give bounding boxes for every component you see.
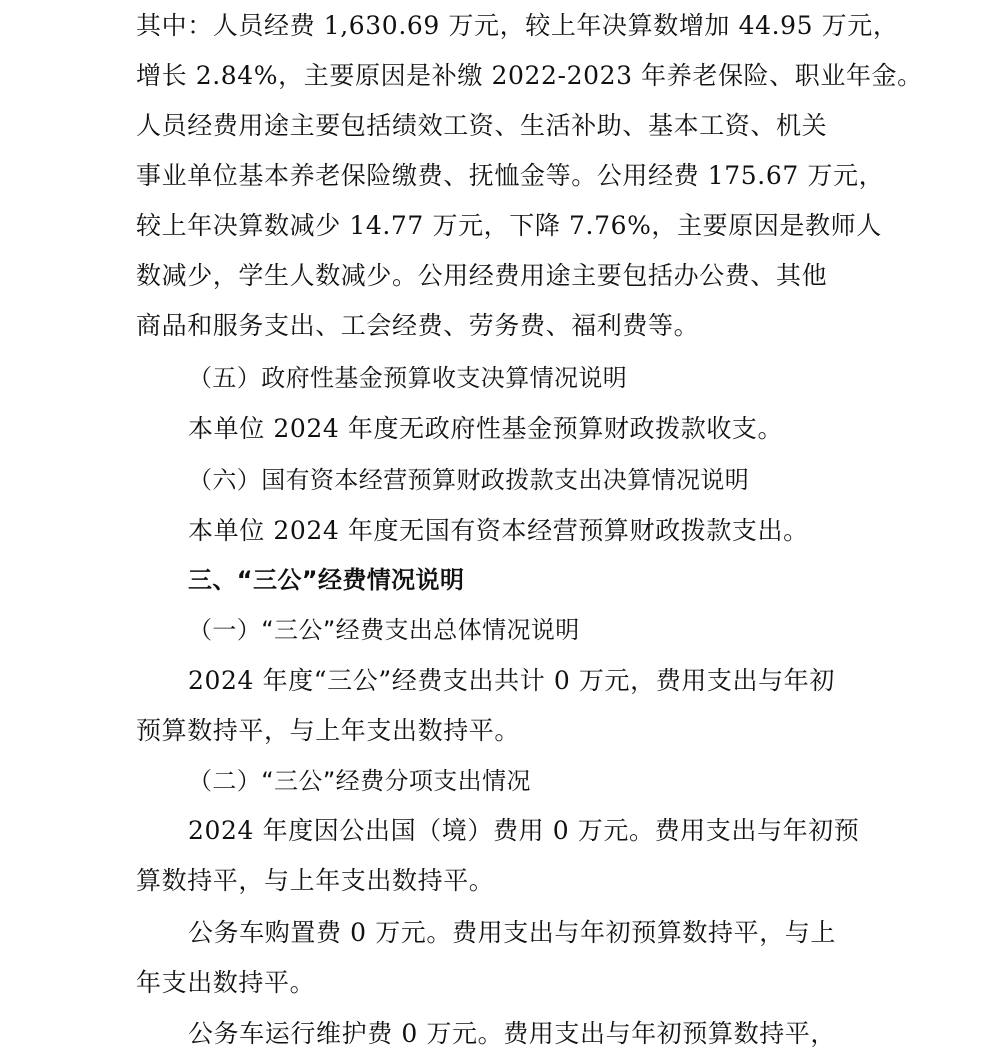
paragraph-line: 增长 2.84%，主要原因是补缴 2022-2023 年养老保险、职业年金。	[136, 61, 923, 90]
chapter-heading-3: 三、“三公”经费情况说明	[188, 566, 465, 594]
paragraph-line: 年支出数持平。	[136, 968, 316, 997]
paragraph-line: 商品和服务支出、工会经费、劳务费、福利费等。	[136, 311, 700, 340]
paragraph-line: 算数持平，与上年支出数持平。	[136, 866, 495, 895]
paragraph-line: 人员经费用途主要包括绩效工资、生活补助、基本工资、机关	[136, 111, 828, 140]
paragraph-line: 数减少，学生人数减少。公用经费用途主要包括办公费、其他	[136, 261, 828, 290]
paragraph-line: 事业单位基本养老保险缴费、抚恤金等。公用经费 175.67 万元，	[136, 161, 885, 190]
section-heading-6: （六）国有资本经营预算财政拨款支出决算情况说明	[188, 466, 750, 494]
paragraph-line: 2024 年度因公出国（境）费用 0 万元。费用支出与年初预	[188, 816, 860, 845]
paragraph-line: 其中：人员经费 1,630.69 万元，较上年决算数增加 44.95 万元，	[136, 11, 899, 40]
section-heading-5: （五）政府性基金预算收支决算情况说明	[188, 364, 628, 392]
paragraph-line: 2024 年度“三公”经费支出共计 0 万元，费用支出与年初	[188, 666, 835, 695]
section-heading-2: （二）“三公”经费分项支出情况	[188, 767, 531, 795]
paragraph-line: 公务车购置费 0 万元。费用支出与年初预算数持平，与上	[188, 918, 837, 947]
paragraph-line: 本单位 2024 年度无国有资本经营预算财政拨款支出。	[188, 516, 809, 545]
paragraph-line: 公务车运行维护费 0 万元。费用支出与年初预算数持平，	[188, 1019, 837, 1048]
paragraph-line: 本单位 2024 年度无政府性基金预算财政拨款收支。	[188, 414, 784, 443]
paragraph-line: 预算数持平，与上年支出数持平。	[136, 716, 521, 745]
section-heading-1: （一）“三公”经费支出总体情况说明	[188, 616, 580, 644]
paragraph-line: 较上年决算数减少 14.77 万元，下降 7.76%，主要原因是教师人	[136, 211, 882, 240]
